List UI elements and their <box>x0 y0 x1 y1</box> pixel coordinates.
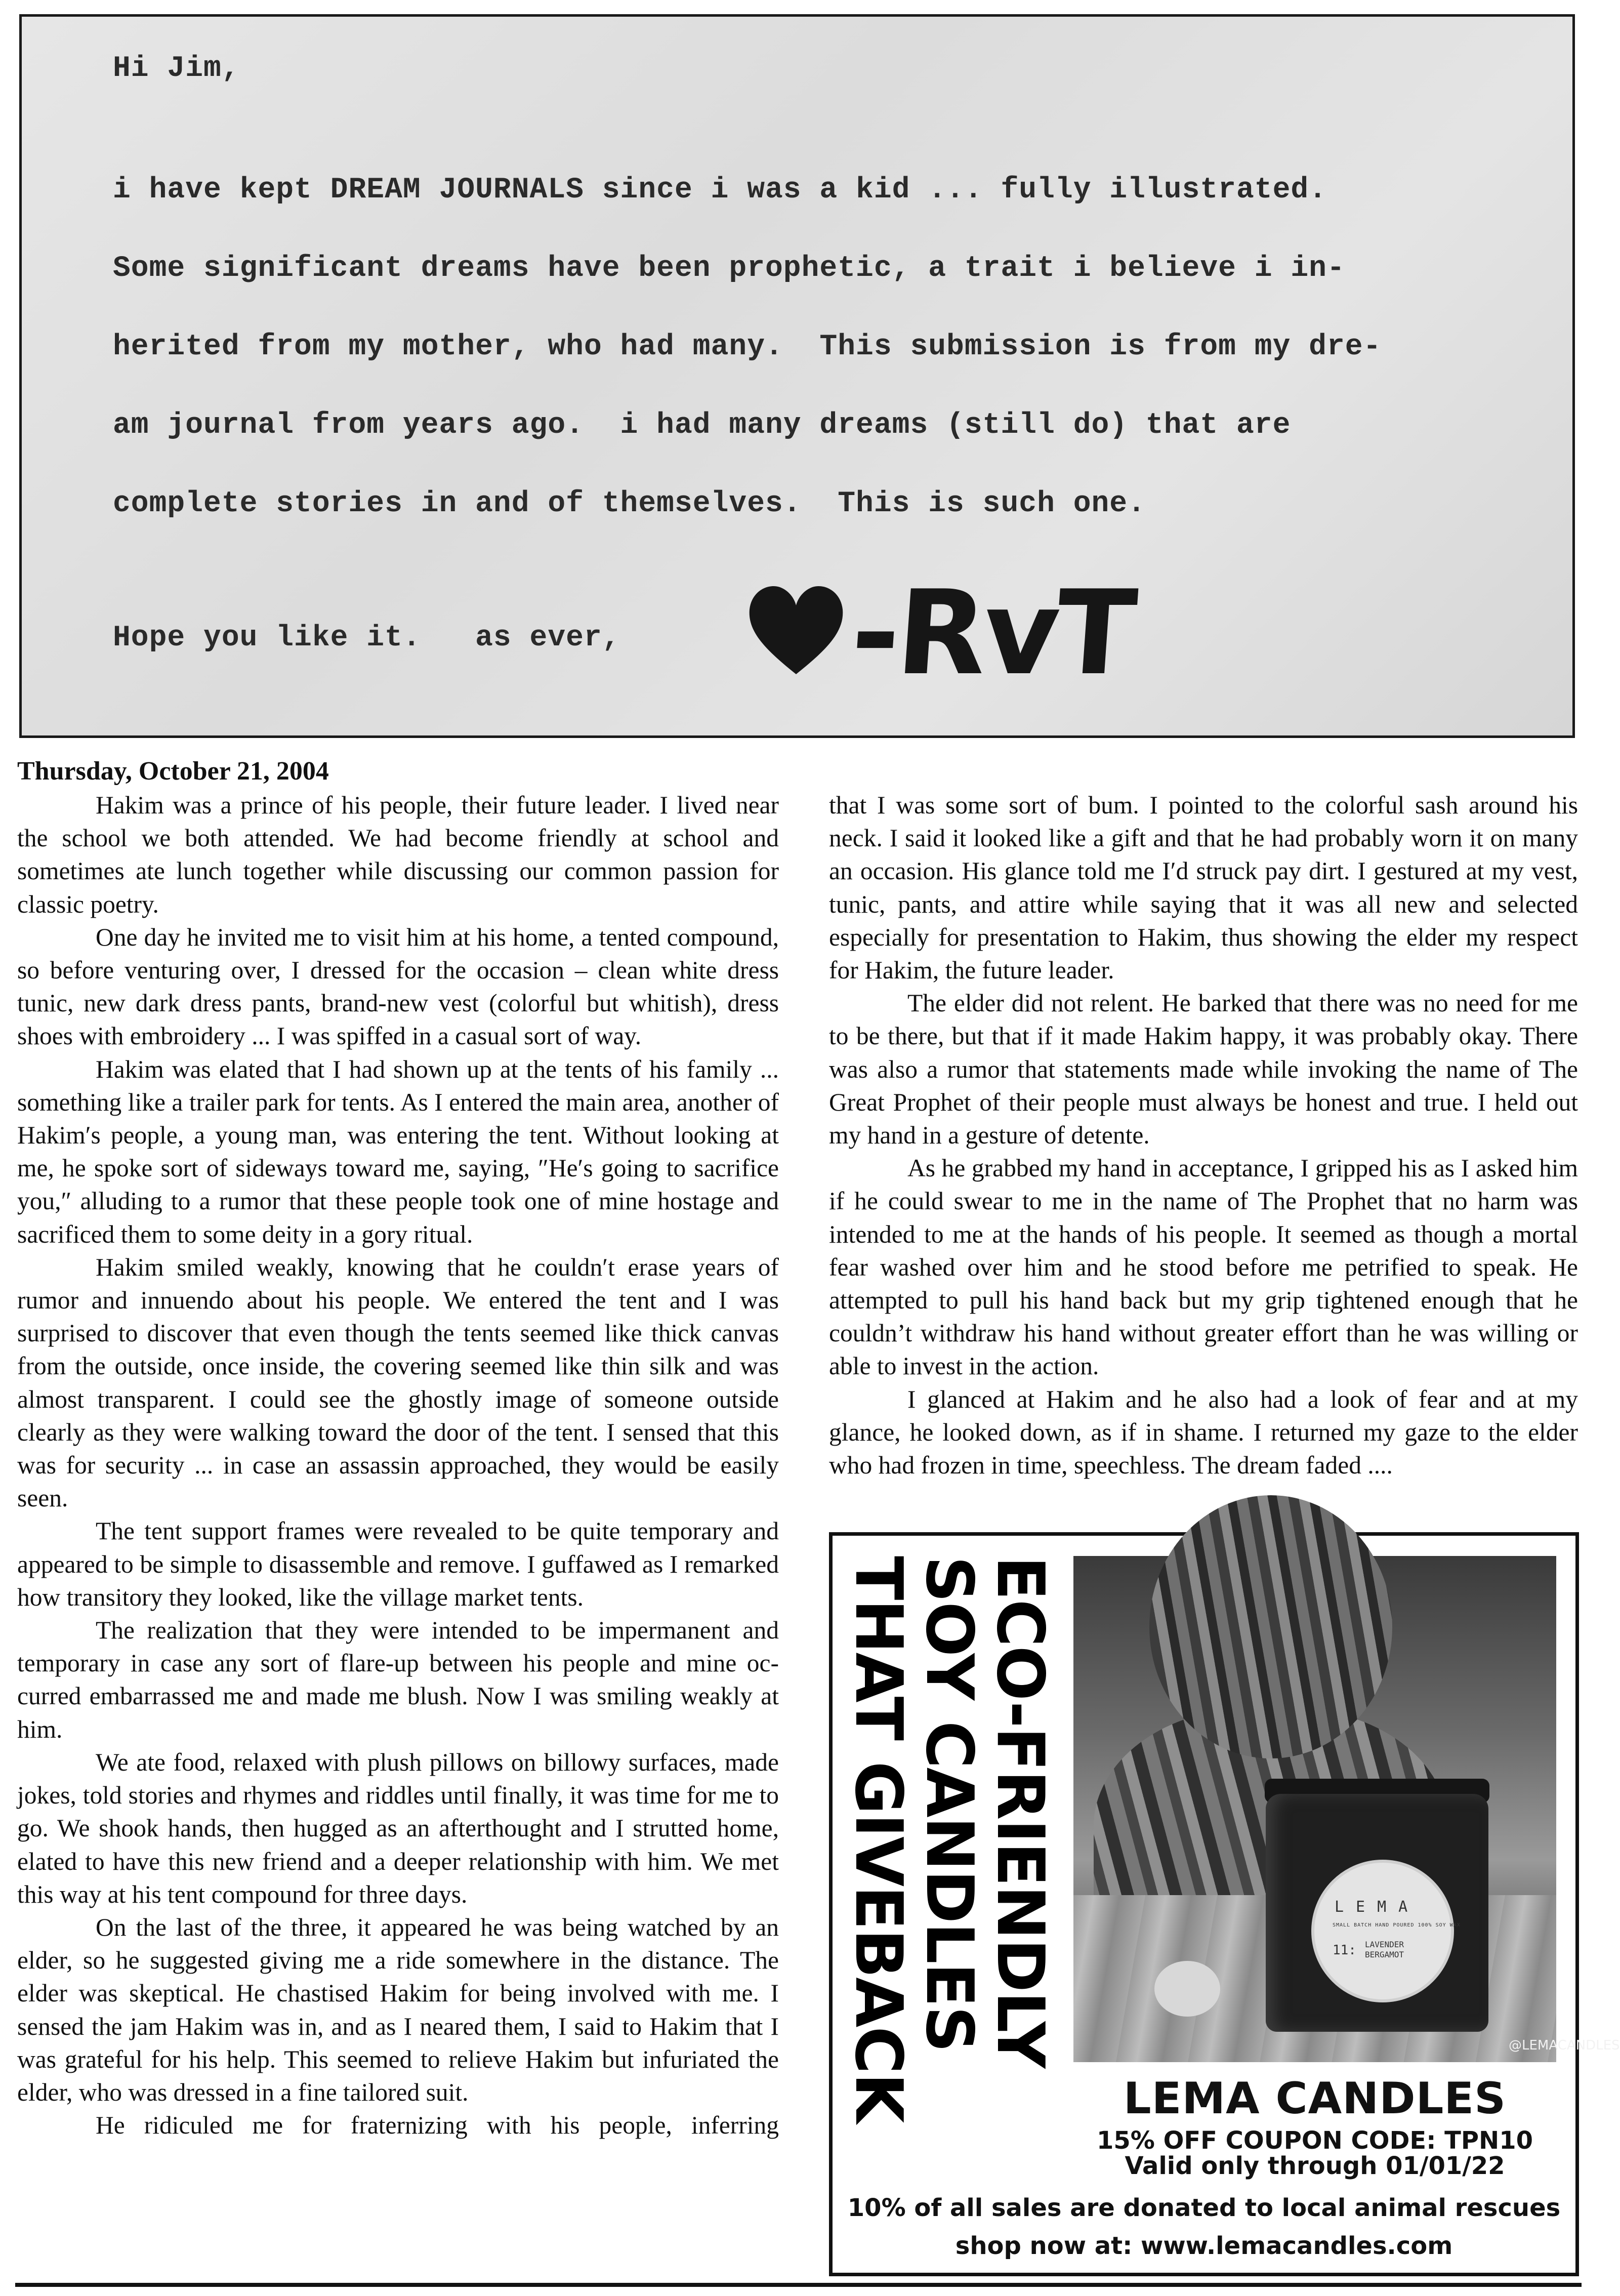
cat-head <box>1149 1495 1392 1758</box>
letter-line-5: am journal from years ago. i had many dreams (still do) that are <box>113 409 1291 442</box>
ad-coupon <box>1073 2128 1556 2179</box>
paragraph: He ridiculed me for fraternizing with his people, inferring <box>96 2111 779 2140</box>
cat-paw <box>1154 1961 1220 2017</box>
jar-label-tagline: SMALL BATCH HAND POURED 100% SOY WAX <box>1333 1922 1461 1928</box>
jar-label-number: 11: <box>1333 1943 1356 1958</box>
paragraph: The elder did not relent. He barked that there was no need for me to be there, but that if it made Hakim happy, it was probably okay. There was also a rumor that statements made while invoking the name of The Great Prophet of their people must always be honest and true. I held out my hand in a gesture of detente. <box>829 989 1578 1150</box>
instagram-handle: @LEMACANDLES <box>1509 2038 1620 2053</box>
paragraph: I glanced at Hakim and he also had a look of fear and at my glance, he looked down, as if in shame. I returned my gaze to the elder who had frozen in time, speechless. The dream faded .... <box>829 1385 1578 1480</box>
article-date: Thursday, October 21, 2004 <box>17 757 329 786</box>
paragraph: On the last of the three, it appeared he was being watched by an elder, so he suggested giving me a ride somewhere in the distance. The elder was skeptical. He chastised Hakim for being involved with me. I sensed the jam Hakim was in, and as I neared them, I said to Hakim that I was grateful for his help. This seemed to relieve Hakim but infuriated the elder, who was dressed in a fine tailored suit. <box>17 1913 779 2106</box>
coupon-valid: Valid only through 01/01/22 <box>1125 2152 1505 2180</box>
ad-vertical-line-3: THAT GIVEBACK <box>841 1556 916 2122</box>
paragraph: that I was some sort of bum. I pointed to the colorful sash around his neck. I said it looked like a gift and that he had probably worn it on many an occasion. His glance told me I′d struck pay dirt. I gestured at my vest, tunic, pants, and attire while saying that it was all new and selected especially for presentation to Hakim, thus showing the elder my respect for Hakim, the future leader. <box>829 791 1578 985</box>
letter-line-6: complete stories in and of themselves. This is such one. <box>113 487 1146 520</box>
ad-brand: LEMA CANDLES <box>1123 2073 1507 2124</box>
letter-line-4: herited from my mother, who had many. This submission is from my dre- <box>113 331 1382 363</box>
letter-line-3: Some significant dreams have been prophetic, a trait i believe i in- <box>113 252 1345 285</box>
article-right-column <box>829 789 1578 1482</box>
ad-vertical-line-1: ECO-FRIENDLY <box>982 1556 1058 2068</box>
paragraph: Hakim was a prince of his people, their future leader. I lived near the school we both attended. We had become friendly at school and sometimes ate lunch together while discussing our common passion for classic poetry. <box>17 791 779 918</box>
lema-candles-ad[interactable] <box>829 1532 1620 2276</box>
bottom-rule <box>15 2283 1582 2287</box>
letter-line-1: Hi Jim, <box>113 52 240 85</box>
ad-donation-note: 10% of all sales are donated to local animal rescues <box>847 2194 1561 2222</box>
jar-label-scent: LAVENDER BERGAMOT <box>1365 1940 1404 1959</box>
paragraph: Hakim was elated that I had shown up at the tents of his family ... something like a trailer park for tents. As I entered the main area, another of Hakim′s people, a young man, was entering the tent. Without looking at me, he spoke sort of sideways toward me, saying, ″He′s going to sacrifice you,″ alluding to a rumor that these people took one of mine hostage and sacrificed them to some deity in a gory ritual. <box>17 1055 779 1248</box>
paragraph: The tent support frames were revealed to be quite temporary and appeared to be simple to disassemble and remove. I guffawed as I remarked how transitory they looked, like the village market tents. <box>17 1517 779 1611</box>
letter-line-7: Hope you like it. as ever, <box>113 622 620 654</box>
jar-label <box>1311 1860 1461 2002</box>
paragraph: The realization that they were intended to be impermanent and temporary in case any sort of flare-up between his people and mine occurred embarrassed me and made me blush. Now I was smiling weakly at him. <box>17 1616 779 1743</box>
letter-line-2: i have kept DREAM JOURNALS since i was a kid ... fully illustrated. <box>113 174 1327 207</box>
jar-label-brand: LEMA <box>1335 1898 1420 1916</box>
heart-icon <box>745 581 847 677</box>
ad-vertical-line-2: SOY CANDLES <box>911 1556 987 2052</box>
paragraph: One day he invited me to visit him at his home, a tented compound, so before venturing over, I dressed for the occasion – clean white dress tunic, new dark dress pants, brand-new vest (colorful but whitish), dress shoes with embroidery ... I was spiffed in a casual sort of way. <box>17 923 779 1050</box>
paragraph: As he grabbed my hand in acceptance, I gripped his as I asked him if he could swear to me in the name of The Prophet that no harm was intended to me at the hands of his people. It seemed as though a mortal fear washed over him and he stood before me petrified to speak. He attempted to pull his hand back but my grip tightened enough that he couldn’t withdraw his hand without greater effort than he was willing or able to invest in the action. <box>829 1154 1578 1380</box>
paragraph: We ate food, relaxed with plush pillows on billowy surfaces, made jokes, told stories and rhymes and riddles until finally, it was time for me to go. We shook hands, then hugged as an afterthought and I strutted home, elated to have this new friend and a deeper relationship with him. We met this way at his tent compound for three days. <box>17 1748 779 1908</box>
article-left-column <box>17 789 779 2142</box>
paragraph: Hakim smiled weakly, knowing that he couldn′t erase years of rumor and innuendo about his people. We entered the tent and I was surprised to discover that even though the tents seemed like thick canvas from the outside, once inside, the covering seemed like thin silk and was almost transparent. I could see the ghostly image of someone outside clearly as they were walking toward the door of the tent. I sensed that this was for security ... in case an assassin approached, they would be easily seen. <box>17 1253 779 1512</box>
signature: -RvT <box>847 566 1138 701</box>
cat-candle-photo <box>1073 1556 1620 2062</box>
letter-image <box>19 14 1575 738</box>
ad-shop-link[interactable]: shop now at: www.lemacandles.com <box>955 2232 1453 2260</box>
coupon-code: 15% OFF COUPON CODE: TPN10 <box>1096 2126 1533 2155</box>
